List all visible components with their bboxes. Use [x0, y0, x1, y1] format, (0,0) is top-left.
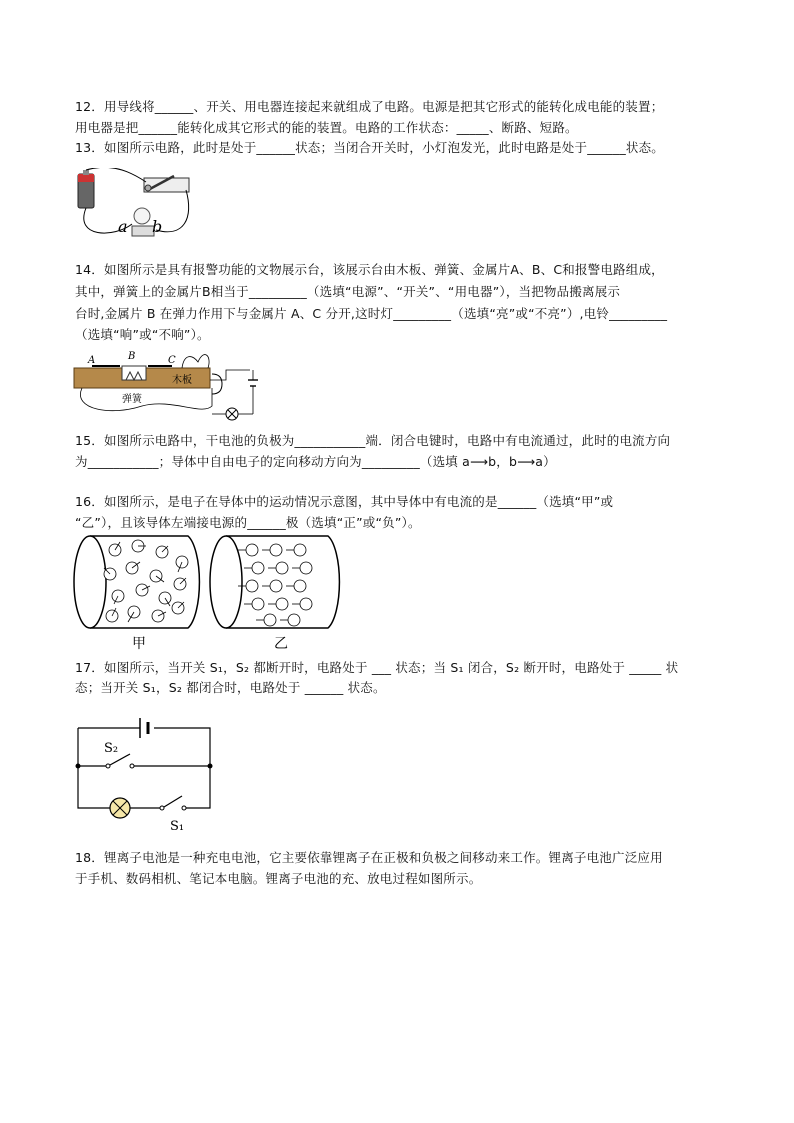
q17-circuit-figure [74, 708, 218, 834]
q12-line1: 12．用导线将______、开关、用电器连接起来就组成了电路。电源是把其它形式的能转化成电能的装置； [75, 99, 664, 114]
label-yi: 乙 [274, 636, 288, 652]
q13-label-b: b [152, 217, 163, 236]
q13-circuit-figure [74, 168, 194, 248]
q15-line1: 15．如图所示电路中，干电池的负极为___________端．闭合电键时，电路中有电流通过，此时的电流方向 [75, 433, 671, 448]
q16-conductor-figure [70, 532, 350, 654]
q14-line4: （选填“响”或“不响”）。 [75, 327, 210, 342]
q14-label-spring: 弹簧 [122, 394, 142, 405]
q17-line2: 态；当开关 S₁，S₂ 都闭合时，电路处于 ______ 状态。 [75, 680, 386, 695]
switch-s2-label: S₂ [104, 741, 119, 756]
q14-line2: 其中，弹簧上的金属片B相当于_________（选填“电源”、“开关”、“用电器”），当把物品搬离展示 [75, 284, 621, 299]
q13-label-a: a [118, 217, 128, 236]
q12-line2: 用电器是把______能转化成其它形式的能的装置。电路的工作状态：_____、断路、短路。 [75, 120, 578, 135]
q14-display-stand-figure [72, 350, 272, 426]
q14-label-board: 木板 [172, 375, 192, 386]
switch-s1-label: S₁ [170, 819, 185, 834]
q18-line2: 于手机、数码相机、笔记本电脑。锂离子电池的充、放电过程如图所示。 [75, 871, 482, 886]
q15-line2: 为___________；导体中自由电子的定向移动方向为_________（选填 a⟶b，b⟶a） [75, 454, 556, 469]
q14-line1: 14．如图所示是具有报警功能的文物展示台，该展示台由木板、弹簧、金属片A、B、C和报警电路组成， [75, 262, 664, 277]
q14-label-A: A [88, 355, 96, 366]
q16-line2: “乙”），且该导体左端接电源的______极（选填“正”或“负”）。 [75, 515, 421, 530]
conductor-yi [210, 536, 339, 628]
conductor-jia [74, 536, 199, 628]
label-jia: 甲 [132, 636, 146, 652]
q16-line1: 16．如图所示，是电子在导体中的运动情况示意图，其中导体中有电流的是______（选填“甲”或 [75, 494, 614, 509]
q13-line1: 13．如图所示电路，此时是处于______状态；当闭合开关时，小灯泡发光，此时电路是处于______状态。 [75, 140, 665, 155]
q17-line1: 17．如图所示，当开关 S₁，S₂ 都断开时，电路处于 ___ 状态；当 S₁ 闭合，S₂ 断开时，电路处于 _____ 状 [75, 660, 679, 675]
q14-label-C: C [168, 355, 176, 366]
q18-line1: 18．锂离子电池是一种充电电池，它主要依靠锂离子在正极和负极之间移动来工作。锂离子电池广泛应用 [75, 850, 663, 865]
q14-line3: 台时,金属片 B 在弹力作用下与金属片 A、C 分开,这时灯_________（选填“亮”或“不亮”）,电铃_________ [75, 306, 668, 321]
q14-label-B: B [128, 351, 136, 362]
